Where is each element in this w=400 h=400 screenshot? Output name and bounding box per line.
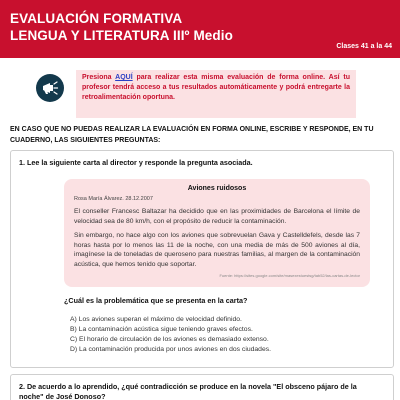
page-title-line2: LENGUA Y LITERATURA IIIº Medio — [10, 28, 233, 43]
answer-option-d: D) La contaminación producida por unos aviones en dos ciudades. — [70, 346, 272, 353]
letter-author-date: Rosa María Álvarez. 28.12.2007 — [74, 196, 153, 202]
letter-title: Aviones ruidosos — [187, 185, 247, 192]
question-1-prompt: ¿Cuál es la problemática que se presenta en la carta? — [64, 296, 248, 305]
question-2-title: 2. De acuerdo a lo aprendido, ¿qué contradicción se produce en la novela "El obsceno pájaro de la noche" de José Donoso? — [19, 382, 357, 400]
question-1-card — [10, 150, 394, 368]
letter-box — [64, 179, 370, 287]
class-range-label: Clases 41 a la 44 — [336, 43, 392, 50]
letter-paragraph-2: Sin embargo, no hace algo con los aviones que sobrevuelan Gava y Castelldefels, desde las 7 horas hasta por lo menos las 11 de la noche, con una media de más de 500 aviones al día, imagínese la de toneladas de queroseno para nuestras familias, al margen de la contaminación acústica, que hemos tenido que soportar. — [74, 232, 360, 268]
page-title — [10, 10, 233, 44]
header-banner — [0, 0, 400, 58]
online-evaluation-link[interactable]: AQUÍ — [115, 74, 133, 81]
answer-option-c: C) El horario de circulación de los aviones es demasiado extenso. — [70, 336, 269, 343]
question-1-title: 1. Lee la siguiente carta al director y responde la pregunta asociada. — [19, 158, 253, 167]
answer-option-a: A) Los aviones superan el máximo de velocidad definido. — [70, 316, 242, 323]
letter-paragraph-1: El conseller Francesc Baltazar ha decidido que en las proximidades de Barcelona el límite de velocidad sea de 80 km/h, con el propósito de reducir la contaminación. — [74, 208, 360, 225]
letter-source[interactable]: Fuente: https://sites.google.com/site/masexestuestsg/tab52/las-cartas-de-lector — [219, 272, 360, 278]
instructions-text: EN CASO QUE NO PUEDAS REALIZAR LA EVALUACIÓN EN FORMA ONLINE, ESCRIBE Y RESPONDE, EN TU CUADERNO, LAS SIGUIENTES PREGUNTAS: — [10, 126, 374, 144]
online-notice-text — [82, 73, 350, 103]
online-notice-box — [76, 70, 356, 118]
notice-text-before: Presiona — [82, 74, 116, 81]
notice-text-after: para realizar esta misma evaluación de forma online. Así tu profesor tendrá acceso a tus resultados automáticamente y podrá entregarte la retroalimentación oportuna. — [82, 74, 350, 101]
page-title-line1: EVALUACIÓN FORMATIVA — [10, 11, 183, 26]
answer-options — [70, 315, 271, 355]
question-2-card — [10, 374, 394, 400]
megaphone-icon — [36, 74, 64, 102]
answer-option-b: B) La contaminación acústica sigue teniendo graves efectos. — [70, 326, 253, 333]
